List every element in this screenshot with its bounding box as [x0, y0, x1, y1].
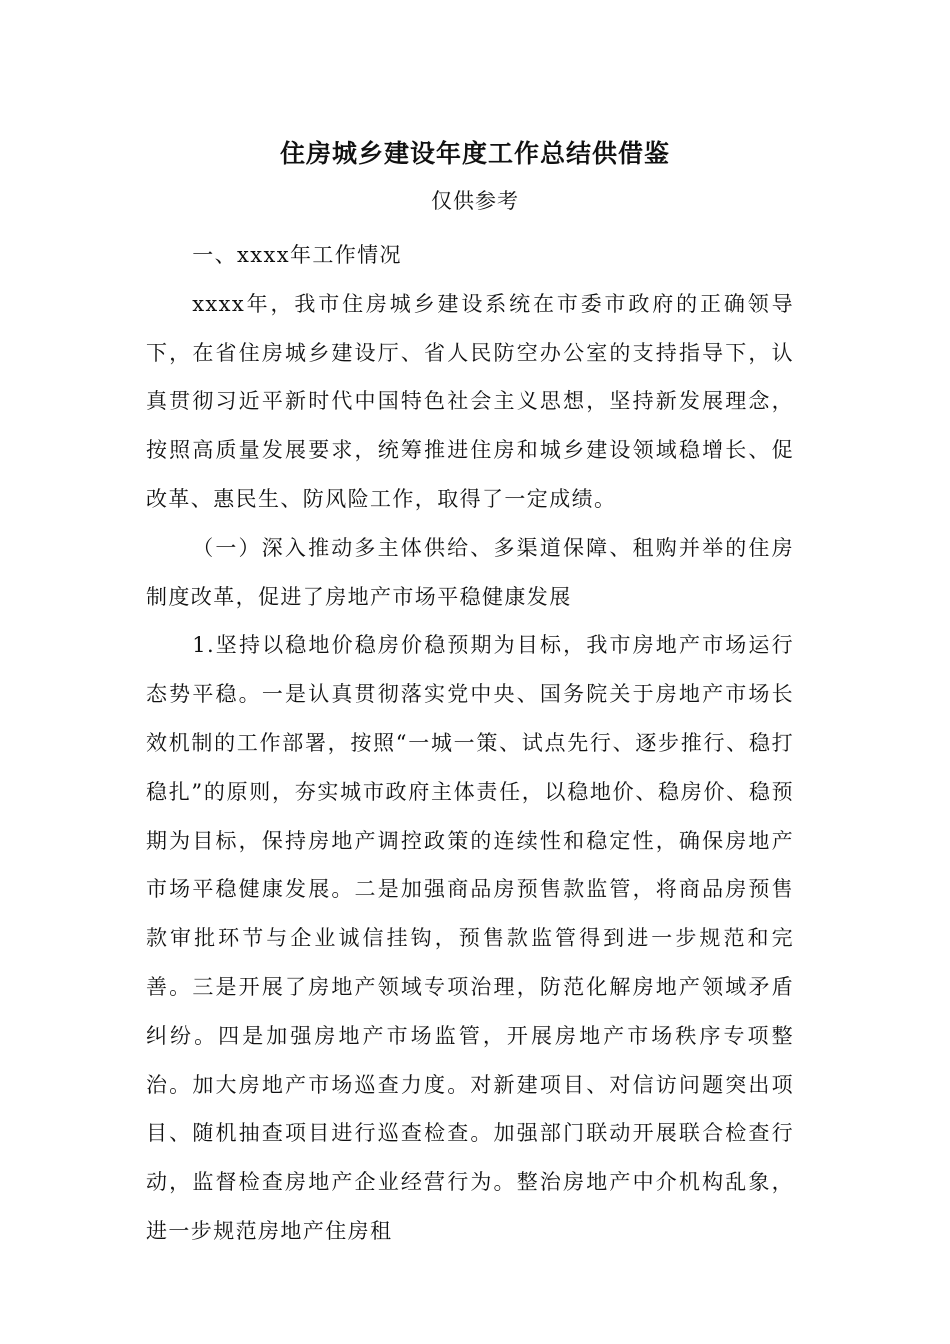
document-subtitle: 仅供参考: [431, 189, 519, 213]
intro-paragraph: xxxx年，我市住房城乡建设系统在市委市政府的正确领导下，在省住房城乡建设厅、省人民防空办公室的支持指导下，认真贯彻习近平新时代中国特色社会主义思想，坚持新发展理念，按照高质量发展要求，统筹推进住房和城乡建设领域稳增长、促改革、惠民生、防风险工作，取得了一定成绩。: [146, 291, 794, 511]
subsection-heading: （一）深入推动多主体供给、多渠道保障、租购并举的住房制度改革，促进了房地产市场平稳健康发展: [146, 535, 794, 609]
document-title: 住房城乡建设年度工作总结供借鉴: [279, 139, 670, 168]
item-paragraph: 1.坚持以稳地价稳房价稳预期为目标，我市房地产市场运行态势平稳。一是认真贯彻落实党中央、国务院关于房地产市场长效机制的工作部署，按照“一城一策、试点先行、逐步推行、稳打稳扎”的原则，夯实城市政府主体责任，以稳地价、稳房价、稳预期为目标，保持房地产调控政策的连续性和稳定性，确保房地产市场平稳健康发展。二是加强商品房预售款监管，将商品房预售款审批环节与企业诚信挂钩，预售款监管得到进一步规范和完善。三是开展了房地产领域专项治理，防范化解房地产领域矛盾纠纷。四是加强房地产市场监管，开展房地产市场秩序专项整治。加大房地产市场巡查力度。对新建项目、对信访问题突出项目、随机抽查项目进行巡查检查。加强部门联动开展联合检查行动，监督检查房地产企业经营行为。整治房地产中介机构乱象，进一步规范房地产住房租: [146, 633, 794, 1243]
document-body: [146, 231, 794, 1256]
section-heading: 一、xxxx年工作情况: [192, 243, 402, 267]
